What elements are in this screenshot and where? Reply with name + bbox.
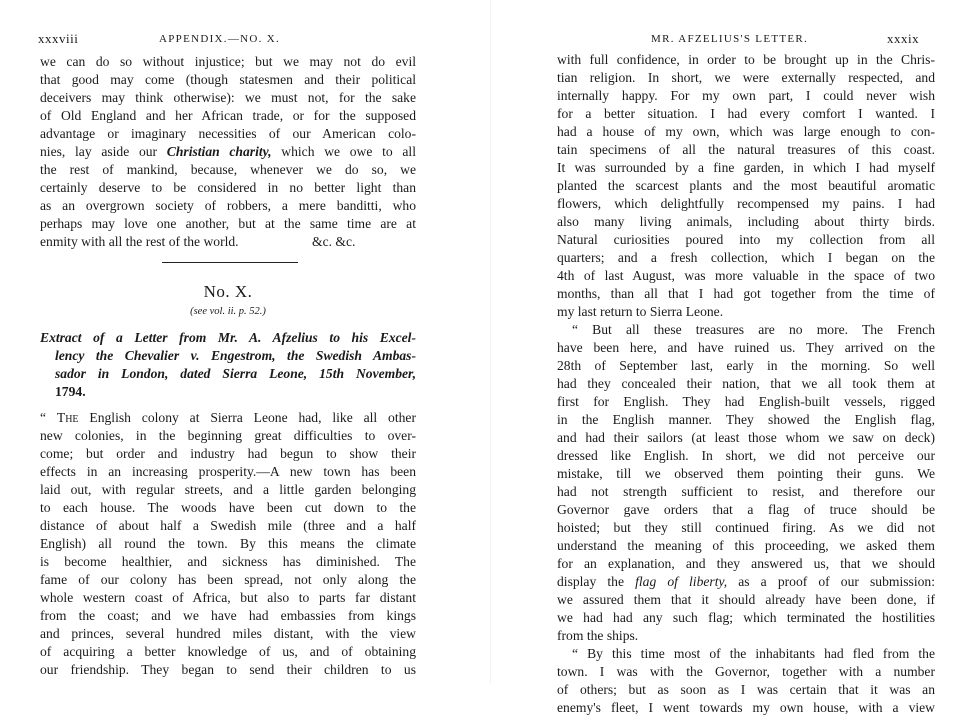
text-line: new colonies, in the beginning great difficulties to over- bbox=[40, 428, 416, 443]
folio-left: xxxviii bbox=[38, 31, 79, 46]
text-line: had a house of my own, which was large enough to con- bbox=[557, 124, 935, 139]
section-heading: No. X. bbox=[203, 282, 253, 301]
text-line-opening bbox=[40, 410, 416, 426]
text-line: and princes, several hundred miles distant, with the view bbox=[40, 626, 416, 641]
text-line: enemy's fleet, I went towards my own house, with a view bbox=[557, 700, 935, 715]
running-head-right: MR. AFZELIUS'S LETTER. bbox=[651, 33, 809, 45]
text-line: Natural curiosities poured into my collection from all bbox=[557, 232, 935, 247]
text-line: fame of our colony has been spread, not only along the bbox=[40, 572, 416, 587]
text-line: 28th of September last, early in the morning. So well bbox=[557, 358, 935, 373]
text-line: also many living animals, including about thirty birds. bbox=[557, 214, 935, 229]
italic-phrase: flag of liberty, bbox=[635, 574, 728, 589]
text-line: for an explanation, and they answered us, that we should bbox=[557, 556, 935, 571]
text-run: as a proof of our submission: bbox=[727, 574, 935, 589]
text-line: Governor gave orders that a flag of truce should be bbox=[557, 502, 935, 517]
text-line: dressed like English. In short, we did not perceive our bbox=[557, 448, 935, 463]
title-line: Extract of a Letter from Mr. A. Afzelius to his Excel- bbox=[40, 330, 416, 345]
text-line: certainly deserve to be considered in no better light than bbox=[40, 180, 416, 195]
text-line: enmity with all the rest of the world. bbox=[40, 234, 239, 249]
text-line: we had had any such flag; which terminated the hostilities bbox=[557, 610, 935, 625]
text-line: understand the meaning of this proceeding, we asked them bbox=[557, 538, 935, 553]
text-line: It was surrounded by a fine garden, in which I had myself bbox=[557, 160, 935, 175]
text-line: from the ships. bbox=[557, 628, 639, 643]
text-line: and had their sailors (at least those whom we saw on deck) bbox=[557, 430, 935, 445]
text-line: is become healthier, and sickness has diminished. The bbox=[40, 554, 416, 569]
text-line: for a better situation. I had every comfort I wanted. I bbox=[557, 106, 935, 121]
text-line: effects in an increasing prosperity.—A new town has been bbox=[40, 464, 416, 479]
text-line: distance of about half a Swedish mile (three and a half bbox=[40, 518, 416, 533]
text-line: our friendship. They began to send their children to us bbox=[40, 662, 416, 677]
drop-word: The bbox=[56, 410, 79, 425]
text-line: that good may come (though statesmen and their political bbox=[40, 72, 416, 87]
running-head-left: APPENDIX.—NO. X. bbox=[159, 33, 281, 45]
text-line: come; but order and industry had begun to show their bbox=[40, 446, 416, 461]
text-line-with-italic bbox=[40, 144, 416, 160]
text-line: months, than all that I had got together from the time of bbox=[557, 286, 935, 301]
text-line: in the English manner. They showed the English flag, bbox=[557, 412, 935, 427]
text-line: hoisted; but they still continued firing. As we did not bbox=[557, 520, 935, 535]
text-line: perhaps may love one another, but at the same time are at bbox=[40, 216, 416, 231]
text-line: laid out, with regular streets, and a little garden belonging bbox=[40, 482, 416, 497]
text-line: whole western coast of Africa, but also to parts far distant bbox=[40, 590, 416, 605]
text-line: “ By this time most of the inhabitants had fled from the bbox=[572, 646, 935, 661]
text-line: 4th of last August, was more valuable in the space of two bbox=[557, 268, 935, 283]
open-quote: “ bbox=[40, 410, 57, 425]
text-line: of others; but as soon as I was certain that it was an bbox=[557, 682, 935, 697]
title-line: 1794. bbox=[55, 384, 86, 399]
text-line: “ But all these treasures are no more. The French bbox=[572, 322, 935, 337]
text-line: internally happy. For my own part, I could never wish bbox=[557, 88, 935, 103]
text-run: display the bbox=[557, 574, 636, 589]
text-line-with-italic bbox=[557, 574, 935, 590]
left-page bbox=[0, 0, 470, 684]
text-run: nies, lay aside our bbox=[40, 144, 167, 159]
right-page bbox=[520, 0, 980, 715]
text-line: town. I was with the Governor, together with a number bbox=[557, 664, 935, 679]
text-line: have been here, and have ruined us. They arrived on the bbox=[557, 340, 935, 355]
text-line: of acquiring a better knowledge of us, and of obtaining bbox=[40, 644, 416, 659]
text-line: flowers, which delightfully recompensed my pains. I had bbox=[557, 196, 935, 211]
text-line: my last return to Sierra Leone. bbox=[557, 304, 724, 319]
text-line: we assured them that it should already have been done, if bbox=[557, 592, 935, 607]
title-line: sador in London, dated Sierra Leone, 15th November, bbox=[55, 366, 416, 381]
text-line: of Old England and her African trade, or for the supposed bbox=[40, 108, 416, 123]
text-line: had not strength sufficient to resist, and therefore our bbox=[557, 484, 935, 499]
folio-right: xxxix bbox=[887, 31, 920, 46]
section-reference: (see vol. ii. p. 52.) bbox=[190, 306, 266, 317]
text-line: deceivers may think otherwise): we must not, for the sake bbox=[40, 90, 416, 105]
text-line: planted the scarcest plants and the most beautiful aromatic bbox=[557, 178, 935, 193]
section-divider bbox=[162, 262, 298, 263]
text-line: quarters; and a fresh collection, which I began on the bbox=[557, 250, 935, 265]
text-line: had they concealed their nation, that we all took them at bbox=[557, 376, 935, 391]
text-line: advantage or imaginary necessities of our American colo- bbox=[40, 126, 416, 141]
italic-phrase: Christian charity, bbox=[166, 144, 272, 159]
text-line: tain specimens of all the natural treasures of this coast. bbox=[557, 142, 935, 157]
text-run: which we owe to all bbox=[271, 144, 416, 159]
text-line: tian religion. In short, we were externally respected, and bbox=[557, 70, 935, 85]
page-gutter bbox=[490, 0, 491, 684]
text-line: first for English. They had English-built vessels, rigged bbox=[557, 394, 935, 409]
text-line: we can do so without injustice; but we may not do evil bbox=[40, 54, 416, 69]
text-line: with full confidence, in order to be brought up in the Chris- bbox=[557, 52, 935, 67]
title-line: lency the Chevalier v. Engestrom, the Swedish Ambas- bbox=[55, 348, 416, 363]
text-line: mistake, till we observed them pointing their guns. We bbox=[557, 466, 935, 481]
text-run: English colony at Sierra Leone had, like all other bbox=[78, 410, 416, 425]
etc-mark: &c. &c. bbox=[312, 234, 356, 249]
text-line: the rest of mankind, because, whenever we do so, we bbox=[40, 162, 416, 177]
text-line: English) all round the town. By this means the climate bbox=[40, 536, 416, 551]
text-line: as an overgrown society of robbers, a mere banditti, who bbox=[40, 198, 416, 213]
text-line: from the coast; and we have had embassies from kings bbox=[40, 608, 416, 623]
text-line: to each house. The woods have been cut down to the bbox=[40, 500, 416, 515]
